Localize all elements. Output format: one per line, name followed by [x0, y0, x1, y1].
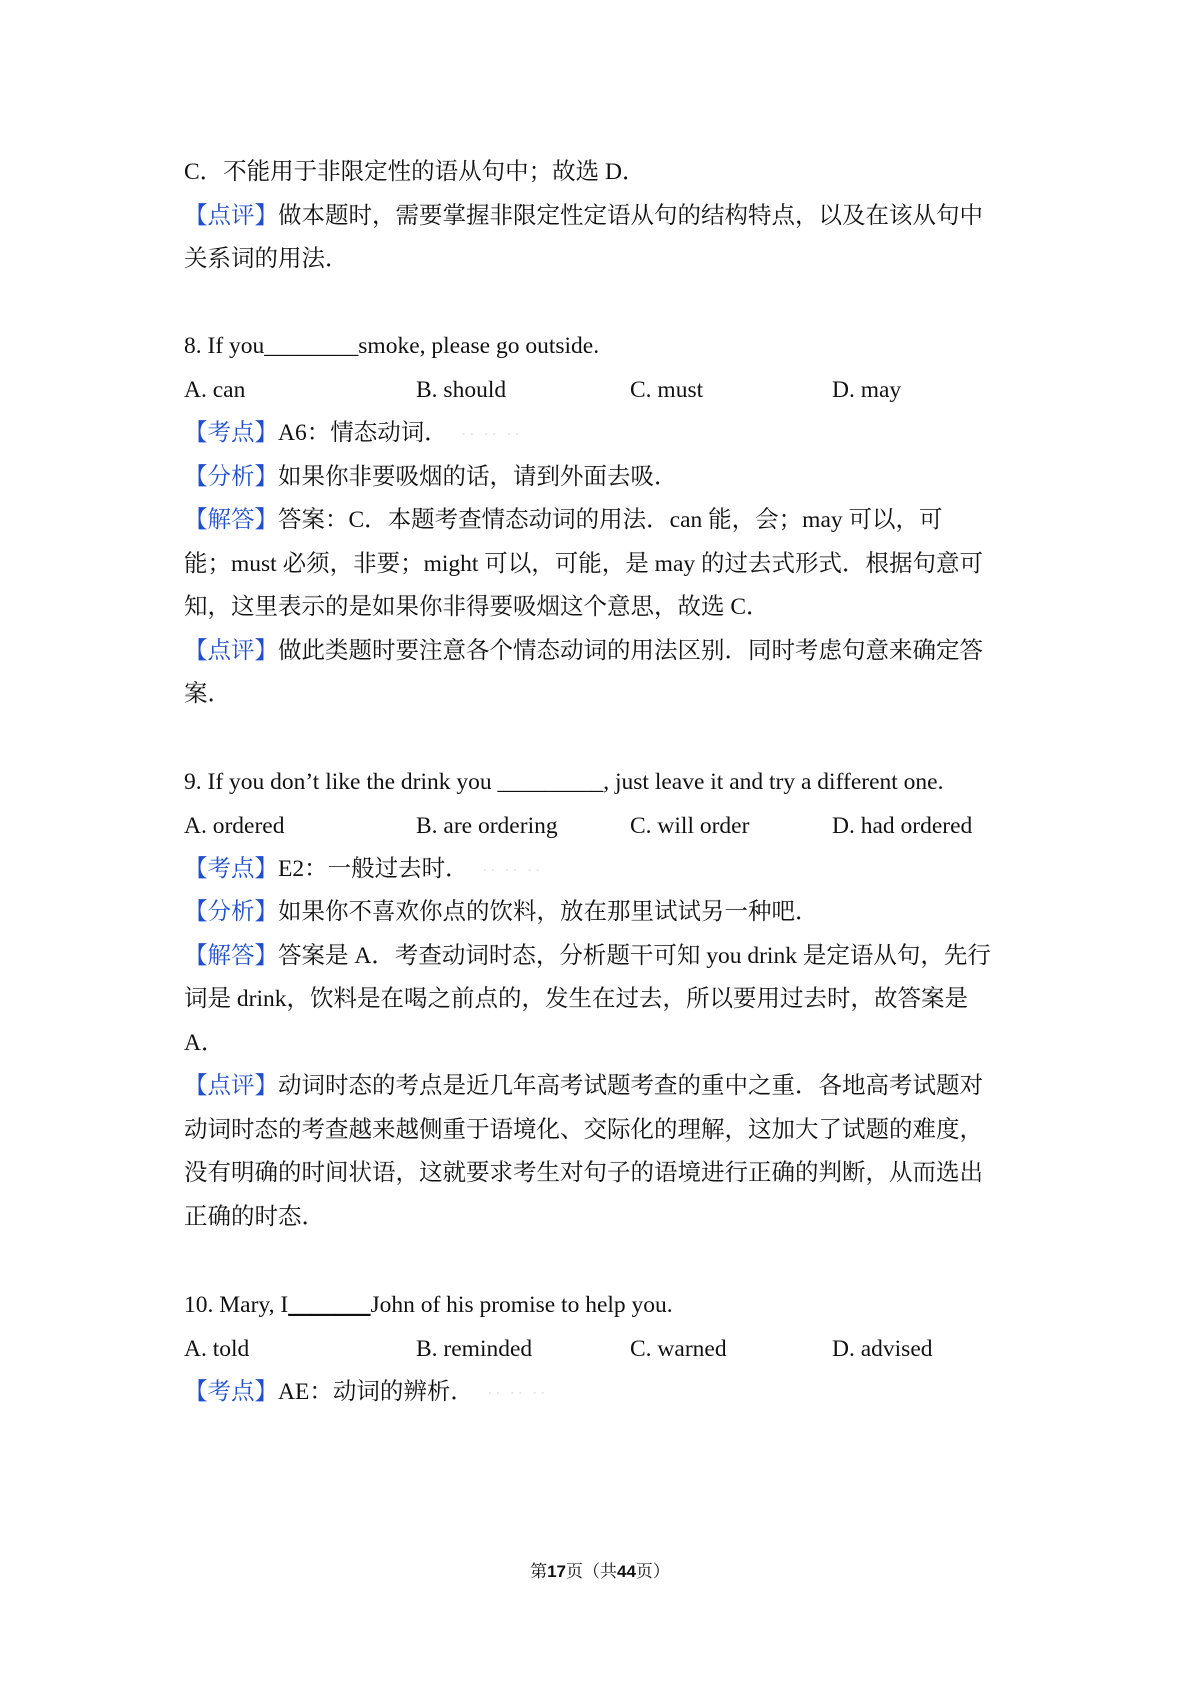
- current-page-number: 17: [547, 1562, 566, 1581]
- kaodian-line: 【考点】A6：情态动词． ·· ·· ··: [184, 420, 522, 446]
- fenxi-line: 【分析】如果你非要吸烟的话，请到外面去吸．: [184, 464, 678, 490]
- option-a: A. ordered: [184, 813, 285, 839]
- comment-line: 【点评】动词时态的考点是近几年高考试题考查的重中之重．各地高考试题对: [184, 1073, 983, 1099]
- comment-line: 【点评】做此类题时要注意各个情态动词的用法区别．同时考虑句意来确定答: [184, 638, 983, 664]
- question-9: 9. If you don’t like the drink you _________, just leave it and try a different one.: [184, 769, 944, 795]
- text-line: 能；must 必须，非要；might 可以，可能，是 may 的过去式形式．根据句意可: [184, 551, 983, 577]
- tag-fenxi: 【分析】: [184, 464, 278, 490]
- option-d: D. may: [832, 377, 902, 403]
- jieda-line: 【解答】答案：C．本题考查情态动词的用法．can 能，会；may 可以，可: [184, 507, 943, 533]
- tag-kaodian: 【考点】: [184, 856, 278, 882]
- tag-kaodian: 【考点】: [184, 1379, 278, 1405]
- text-line: 没有明确的时间状语，这就要求考生对句子的语境进行正确的判断，从而选出: [184, 1160, 983, 1186]
- answer-blank: _______: [288, 1292, 371, 1318]
- tag-jieda: 【解答】: [184, 507, 278, 533]
- text-line: 知，这里表示的是如果你非得要吸烟这个意思，故选 C．: [184, 594, 770, 620]
- text-line: 动词时态的考查越来越侧重于语境化、交际化的理解，这加大了试题的难度，: [184, 1117, 983, 1143]
- question-8: 8. If you________smoke, please go outside.: [184, 333, 600, 359]
- tag-dianping: 【点评】: [184, 1073, 278, 1099]
- option-a: A. told: [184, 1336, 250, 1362]
- text-line: 词是 drink，饮料是在喝之前点的，发生在过去，所以要用过去时，故答案是: [184, 986, 968, 1012]
- watermark-smudge: ·· ·· ··: [473, 1383, 548, 1403]
- option-d: D. advised: [832, 1336, 933, 1362]
- option-d: D. had ordered: [832, 813, 973, 839]
- text-line: 关系词的用法．: [184, 246, 349, 272]
- tag-jieda: 【解答】: [184, 943, 278, 969]
- text-line: 正确的时态．: [184, 1204, 325, 1230]
- tag-kaodian: 【考点】: [184, 420, 278, 446]
- fenxi-line: 【分析】如果你不喜欢你点的饮料，放在那里试试另一种吧．: [184, 899, 819, 925]
- option-c: C. must: [630, 377, 704, 403]
- tag-dianping: 【点评】: [184, 203, 278, 229]
- option-c: C. warned: [630, 1336, 727, 1362]
- jieda-line: 【解答】答案是 A．考查动词时态，分析题干可知 you drink 是定语从句，先行: [184, 943, 991, 969]
- option-b: B. reminded: [416, 1336, 533, 1362]
- option-b: B. should: [416, 377, 507, 403]
- watermark-smudge: ·· ·· ··: [447, 424, 522, 444]
- kaodian-line: 【考点】E2：一般过去时． ·· ·· ··: [184, 856, 543, 882]
- tag-fenxi: 【分析】: [184, 899, 278, 925]
- text-line: 案．: [184, 681, 231, 707]
- option-a: A. can: [184, 377, 246, 403]
- text-line: C．不能用于非限定性的语从句中；故选 D．: [184, 159, 646, 185]
- option-b: B. are ordering: [416, 813, 558, 839]
- page-footer: 第17页（共44页）: [530, 1562, 670, 1581]
- kaodian-line: 【考点】AE：动词的辨析． ·· ·· ··: [184, 1379, 548, 1405]
- tag-dianping: 【点评】: [184, 638, 278, 664]
- total-page-count: 44: [617, 1562, 636, 1581]
- text-line: A．: [184, 1030, 225, 1056]
- watermark-smudge: ·· ·· ··: [468, 860, 543, 880]
- comment-line: 【点评】做本题时，需要掌握非限定性定语从句的结构特点，以及在该从句中: [184, 203, 983, 229]
- question-10: 10. Mary, I_______John of his promise to help you.: [184, 1292, 673, 1318]
- option-c: C. will order: [630, 813, 750, 839]
